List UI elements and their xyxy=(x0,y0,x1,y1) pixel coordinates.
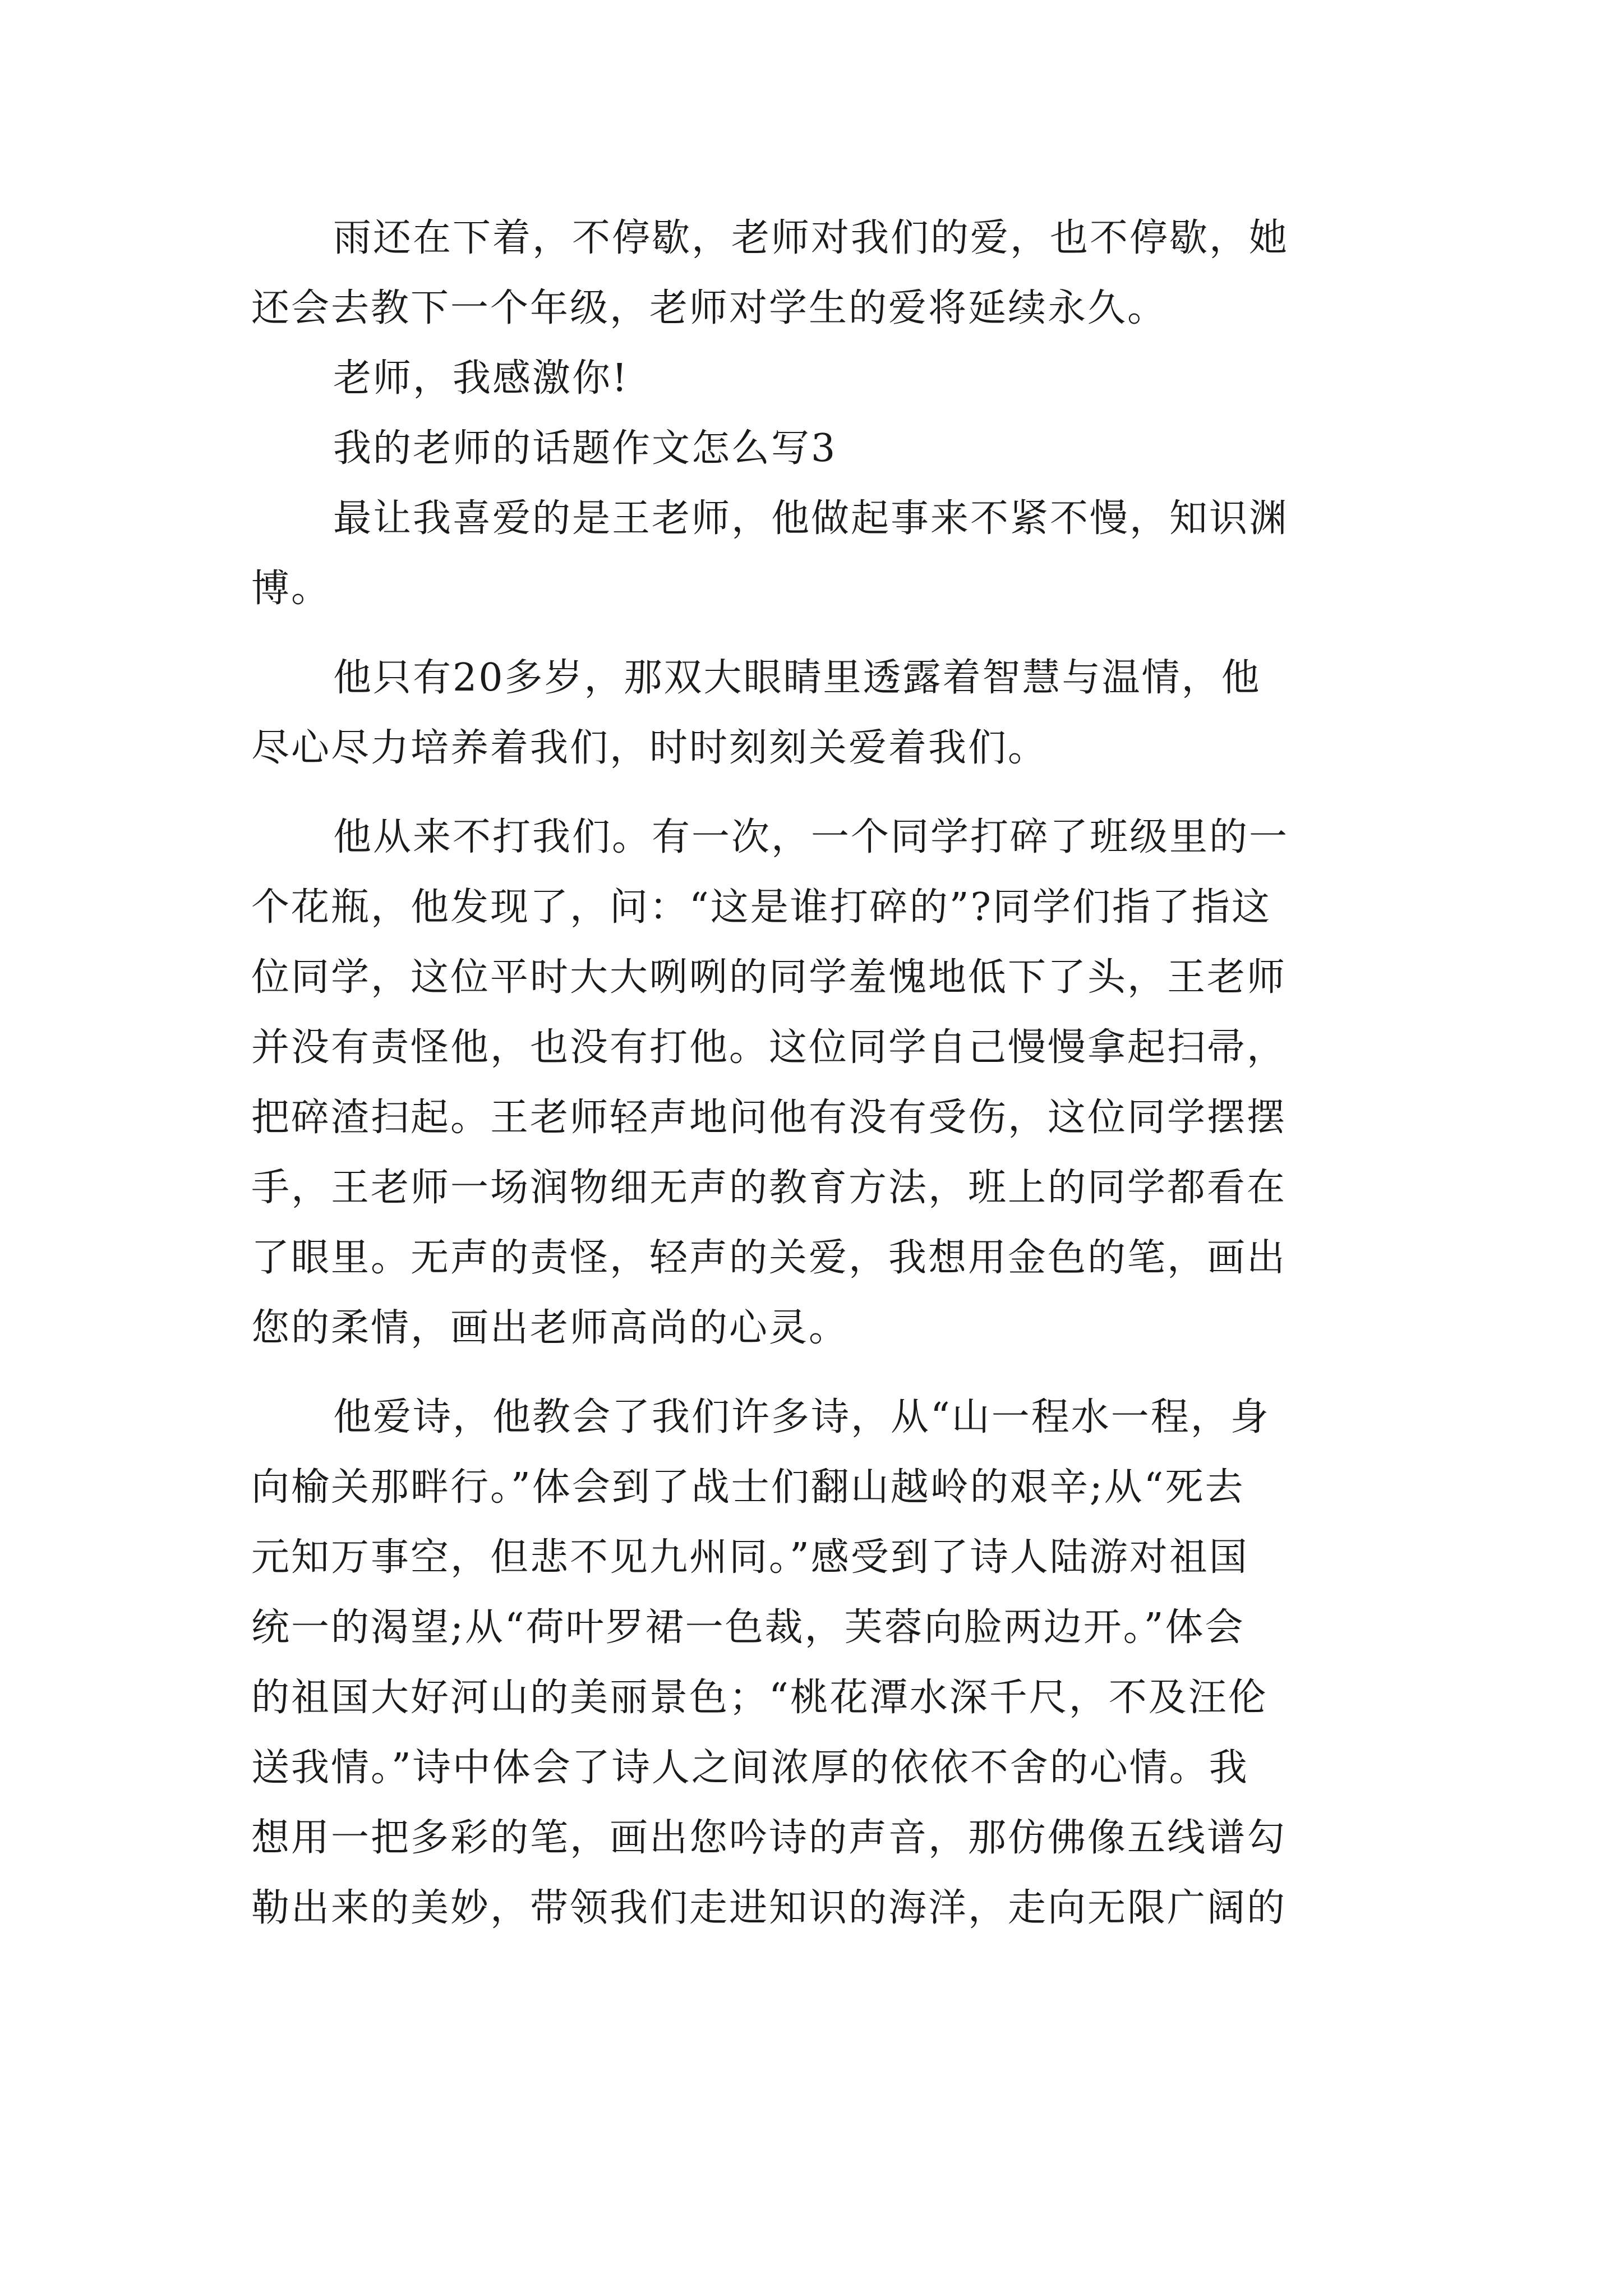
paragraph-line: 最让我喜爱的是王老师，他做起事来不紧不慢，知识渊 xyxy=(333,496,1289,541)
paragraph-line: 勒出来的美妙，带领我们走进知识的海洋，走向无限广阔的 xyxy=(251,1886,1287,1930)
paragraph-line: 博。 xyxy=(251,567,331,611)
paragraph-line: 的祖国大好河山的美丽景色；“桃花潭水深千尺，不及汪伦 xyxy=(251,1676,1268,1720)
paragraph-line: 了眼里。无声的责怪，轻声的关爱，我想用金色的笔，画出 xyxy=(251,1236,1287,1280)
paragraph-line: 还会去教下一个年级，老师对学生的爱将延续永久。 xyxy=(251,286,1168,330)
section-title: 我的老师的话题作文怎么写3 xyxy=(333,426,837,471)
paragraph-line: 位同学，这位平时大大咧咧的同学羞愧地低下了头，王老师 xyxy=(251,955,1287,1000)
paragraph-line: 老师，我感激你! xyxy=(333,356,629,401)
paragraph-line: 统一的渴望;从“荷叶罗裙一色裁，芙蓉向脸两边开。”体会 xyxy=(251,1605,1245,1650)
paragraph-line: 把碎渣扫起。王老师轻声地问他有没有受伤，这位同学摆摆 xyxy=(251,1096,1287,1140)
paragraph-line: 并没有责怪他，也没有打他。这位同学自己慢慢拿起扫帚， xyxy=(251,1025,1287,1070)
paragraph-line: 元知万事空，但悲不见九州同。”感受到了诗人陆游对祖国 xyxy=(251,1535,1249,1580)
paragraph-line: 向榆关那畔行。”体会到了战士们翻山越岭的艰辛;从“死去 xyxy=(251,1465,1245,1510)
paragraph-line: 尽心尽力培养着我们，时时刻刻关爱着我们。 xyxy=(251,726,1048,770)
paragraph-line: 他只有20多岁，那双大眼睛里透露着智慧与温情，他 xyxy=(333,656,1261,700)
essay-body xyxy=(251,203,1378,1943)
paragraph-line: 想用一把多彩的笔，画出您吟诗的声音，那仿佛像五线谱勾 xyxy=(251,1816,1287,1860)
paragraph-line: 手，王老师一场润物细无声的教育方法，班上的同学都看在 xyxy=(251,1166,1287,1210)
paragraph-line: 您的柔情，画出老师高尚的心灵。 xyxy=(251,1306,849,1350)
paragraph-line: 个花瓶，他发现了，问：“这是谁打碎的”?同学们指了指这 xyxy=(251,885,1271,930)
paragraph-line: 送我情。”诗中体会了诗人之间浓厚的依依不舍的心情。我 xyxy=(251,1746,1249,1790)
paragraph-line: 他爱诗，他教会了我们许多诗，从“山一程水一程，身 xyxy=(333,1395,1270,1439)
paragraph-line: 他从来不打我们。有一次，一个同学打碎了班级里的一 xyxy=(333,815,1289,859)
paragraph-line: 雨还在下着，不停歇，老师对我们的爱，也不停歇，她 xyxy=(333,216,1289,260)
